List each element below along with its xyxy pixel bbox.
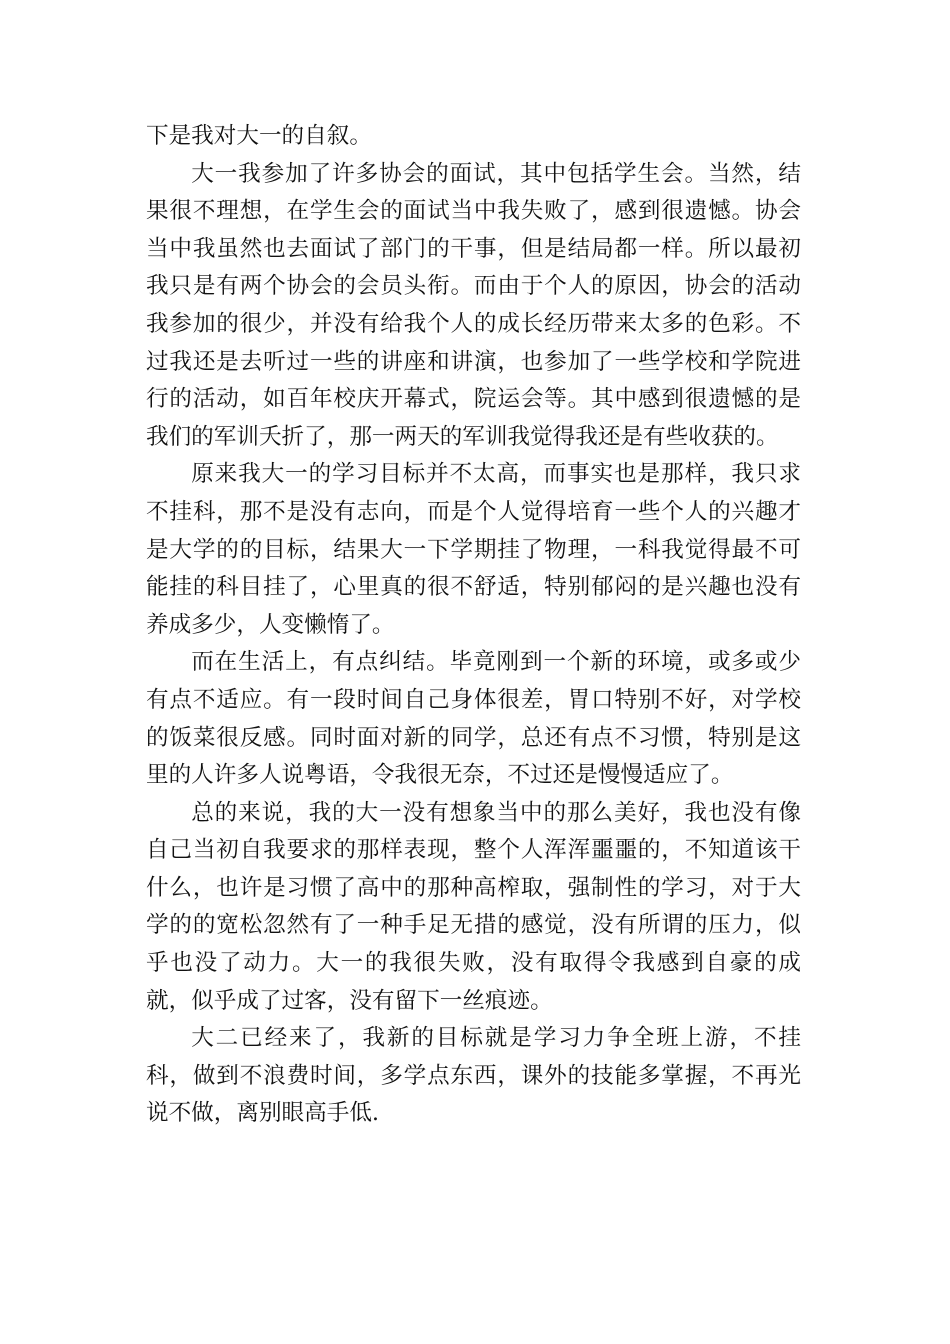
paragraph-study-goals: 原来我大一的学习目标并不太高，而事实也是那样，我只求不挂科，那不是没有志向，而是个人觉得培育一些个人的兴趣才是大学的的目标，结果大一下学期挂了物理，一科我觉得最不可能挂的科目挂了，心里真的很不舒适，特别郁闷的是兴趣也没有养成多少，人变懒惰了。 [146,461,801,638]
paragraph-second-year-goals: 大二已经来了，我新的目标就是学习力争全班上游，不挂科，做到不浪费时间，多学点东西，课外的技能多掌握，不再光说不做，离别眼高手低. [146,1025,801,1127]
paragraph-associations: 大一我参加了许多协会的面试，其中包括学生会。当然，结果很不理想，在学生会的面试当中我失败了，感到很遗憾。协会当中我虽然也去面试了部门的干事，但是结局都一样。所以最初我只是有两个协会的会员头衔。而由于个人的原因，协会的活动我参加的很少，并没有给我个人的成长经历带来太多的色彩。不过我还是去听过一些的讲座和讲演，也参加了一些学校和学院进行的活动，如百年校庆开幕式，院运会等。其中感到很遗憾的是我们的军训夭折了，那一两天的军训我觉得我还是有些收获的。 [146,160,801,450]
paragraph-summary: 总的来说，我的大一没有想象当中的那么美好，我也没有像自己当初自我要求的那样表现，整个人浑浑噩噩的，不知道该干什么，也许是习惯了高中的那种高榨取，强制性的学习，对于大学的的宽松忽然有了一种手足无措的感觉，没有所谓的压力，似乎也没了动力。大一的我很失败，没有取得令我感到自豪的成就，似乎成了过客，没有留下一丝痕迹。 [146,799,801,1014]
paragraph-intro-continuation: 下是我对大一的自叙。 [146,123,372,149]
document-page [146,118,801,1133]
paragraph-daily-life: 而在生活上，有点纠结。毕竟刚到一个新的环境，或多或少有点不适应。有一段时间自己身体很差，胃口特别不好，对学校的饭菜很反感。同时面对新的同学，总还有点不习惯，特别是这里的人许多人说粤语，令我很无奈，不过还是慢慢适应了。 [146,649,801,789]
